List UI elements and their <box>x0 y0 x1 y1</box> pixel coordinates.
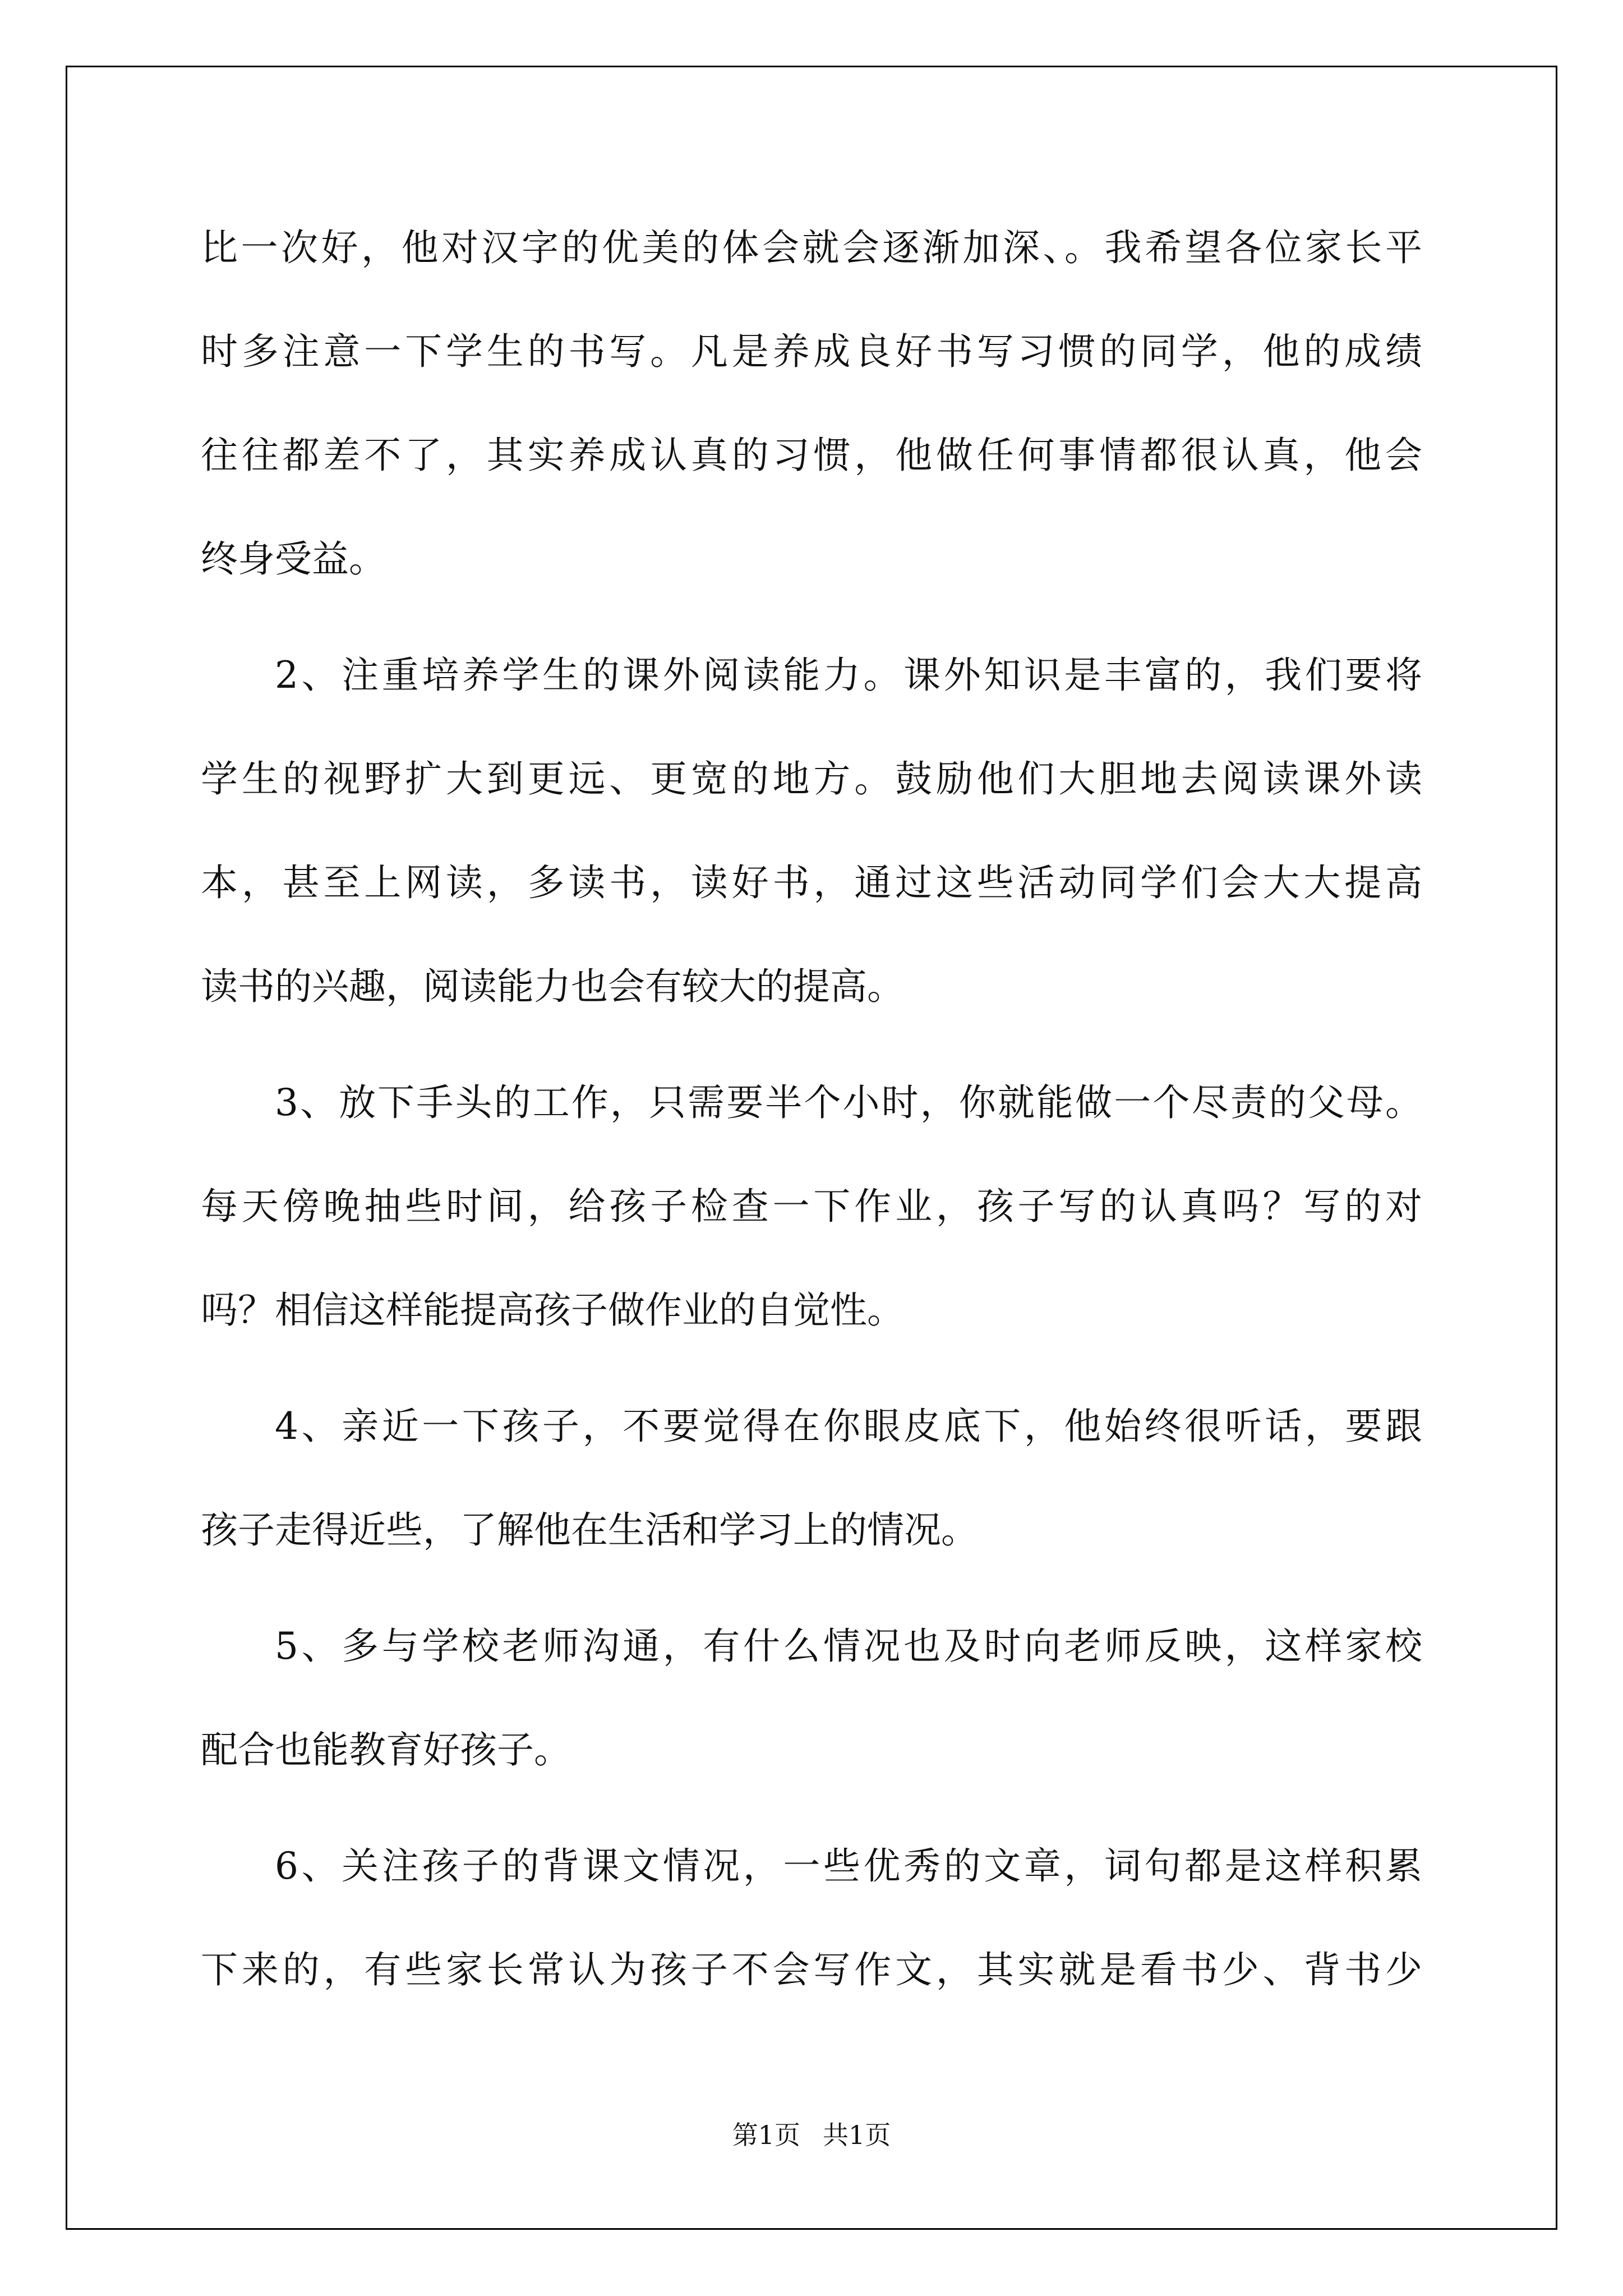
text-line: 孩子走得近些，了解他在生活和学习上的情况。 <box>201 1508 978 1552</box>
page-footer <box>0 2115 1623 2152</box>
text-line: 4、亲近一下孩子，不要觉得在你眼皮底下，他始终很听话，要跟 <box>275 1405 1422 1448</box>
text-line: 时多注意一下学生的书写。凡是养成良好书写习惯的同学，他的成绩 <box>201 330 1422 373</box>
text-line: 本，甚至上网读，多读书，读好书，通过这些活动同学们会大大提高 <box>201 861 1422 904</box>
page-total: 共1页 <box>823 2120 891 2150</box>
text-line: 学生的视野扩大到更远、更宽的地方。鼓励他们大胆地去阅读课外读 <box>201 757 1422 800</box>
text-line: 2、注重培养学生的课外阅读能力。课外知识是丰富的，我们要将 <box>275 654 1422 697</box>
text-line: 读书的兴趣，阅读能力也会有较大的提高。 <box>201 965 904 1008</box>
text-line: 6、关注孩子的背课文情况，一些优秀的文章，词句都是这样积累 <box>275 1844 1422 1888</box>
text-line: 每天傍晚抽些时间，给孩子检查一下作业，孩子写的认真吗？写的对 <box>201 1185 1422 1228</box>
page-number: 第1页 <box>732 2120 800 2150</box>
text-line: 下来的，有些家长常认为孩子不会写作文，其实就是看书少、背书少 <box>201 1948 1422 1991</box>
text-line: 比一次好，他对汉字的优美的体会就会逐渐加深、。我希望各位家长平 <box>201 226 1422 269</box>
text-line: 配合也能教育好孩子。 <box>201 1728 571 1772</box>
text-line: 吗？相信这样能提高孩子做作业的自觉性。 <box>201 1289 904 1332</box>
text-line: 5、多与学校老师沟通，有什么情况也及时向老师反映，这样家校 <box>275 1625 1422 1668</box>
text-line: 往往都差不了，其实养成认真的习惯，他做任何事情都很认真，他会 <box>201 434 1422 477</box>
text-line: 3、放下手头的工作，只需要半个小时，你就能做一个尽责的父母。 <box>275 1081 1422 1124</box>
text-line: 终身受益。 <box>201 537 386 581</box>
